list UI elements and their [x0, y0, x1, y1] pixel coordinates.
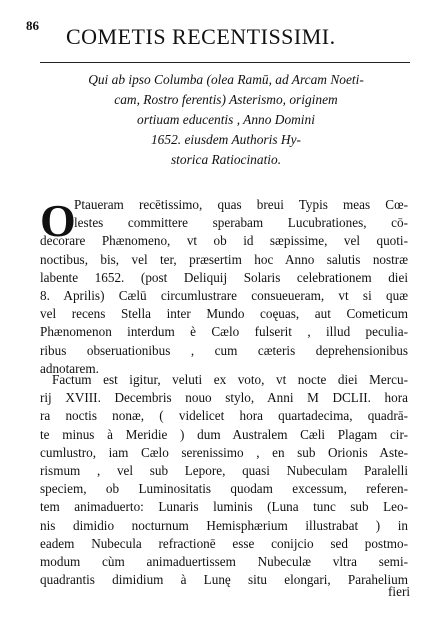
title-rule [40, 62, 410, 63]
subtitle-line: 1652. eiusdem Authoris Hy- [150, 132, 301, 147]
text-line: ribus obseruationibus , cum cæteris deprehensionibus [40, 342, 408, 358]
text-line: Phænomenon interdum è Cælo fulserit , illud peculia- [40, 324, 408, 340]
text-line: nis dimidio nocturnum Hemisphærium illustrabat ) in [40, 517, 408, 533]
subtitle-line: Qui ab ipso Columba (olea Ramū, ad Arcam Noeti- [88, 72, 364, 87]
text-line: speciem, ob Luminositatis quodam excessum, referen- [40, 481, 408, 497]
text-line: rismum , vel sub Lepore, quasi Nubeculam Paralelli [40, 463, 408, 479]
text-line: cumlustro, iam Cælo serenissimo , en sub Orionis Aste- [40, 444, 408, 460]
catchword: fieri [388, 584, 410, 599]
text-line: tem animaduerto: Lunaris luminis (Luna tunc sub Leo- [40, 499, 408, 515]
text-line: Ptaueram recētissimo, quas breui Typis meas Cœ- [74, 197, 408, 212]
text-line: labente 1652. (post Deliquij Solaris celebrationem diei [40, 269, 408, 285]
text-line: ra noctis nonæ, ( videlicet hora quartadecima, quadrā- [40, 408, 408, 424]
paragraph-2 [40, 371, 408, 589]
page-title: COMETIS RECENTISSIMI. [66, 24, 336, 49]
drop-cap: O [40, 195, 76, 246]
text-line: vel recens Stella inter Mundo coęuas, aut Cometicum [40, 306, 408, 322]
text-line: te minus à Meridie ) dum Australem Cæli Plagam cir- [40, 426, 408, 442]
text-line: noctibus, bis, vel ter, præsertim hoc Anno salutis nostræ [40, 251, 408, 267]
text-line: modum cùm animaduertissem Nubeculæ vltra semi- [40, 554, 408, 570]
text-line: lestes committere sperabam Lucubrationes, cō- [74, 215, 408, 231]
text-line: eadem Nubecula refractionē esse conijcio sed postmo- [40, 535, 408, 551]
text-line: decorare Phænomeno, vt ob id sæpissime, vel quoti- [40, 233, 408, 249]
page-number: 86 [26, 18, 39, 33]
subtitle-line: ortiuam educentis , Anno Domini [137, 112, 315, 127]
text-line: adnotarem. [40, 360, 99, 376]
subtitle-line: storica Ratiocinatio. [170, 152, 282, 167]
text-line: quadrantis dimidium à Lunę situ elongari, Parahelium [40, 572, 408, 588]
subtitle-line: cam, Rostro ferentis) Asterismo, originem [114, 92, 338, 107]
text-line: Factum est igitur, veluti ex voto, vt nocte diei Mercu- [52, 372, 408, 387]
paragraph-1 [40, 196, 408, 378]
text-line: rij XVIII. Decembris nouo stylo, Anni M DCLII. hora [40, 390, 408, 406]
text-line: 8. Aprilis) Cælū circumlustrare consueueram, vt si quæ [40, 288, 408, 304]
